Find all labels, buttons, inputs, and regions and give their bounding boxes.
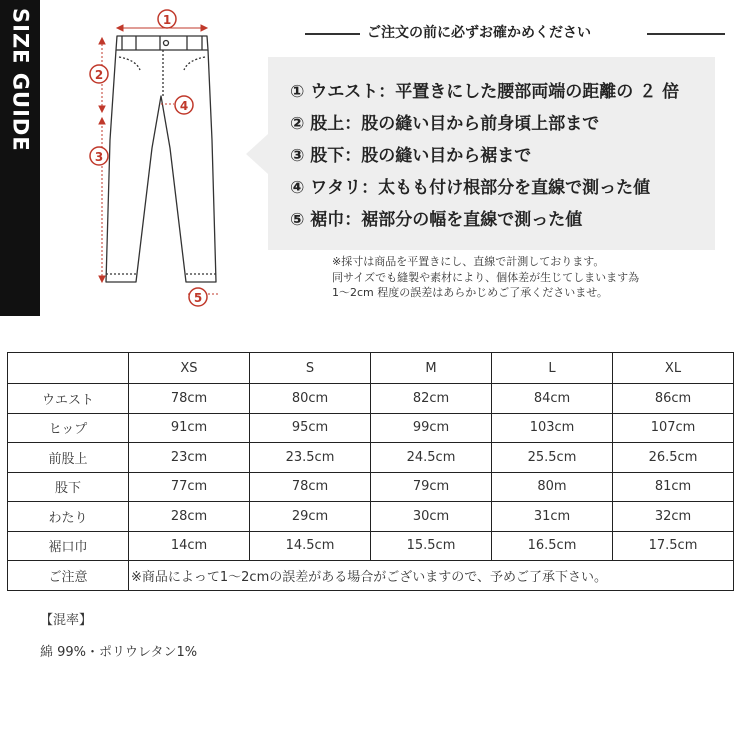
table-cell: 29cm (250, 502, 371, 532)
size-header: M (371, 353, 492, 384)
table-cell: 95cm (250, 413, 371, 443)
pants-outline-icon (106, 36, 216, 282)
table-row (8, 443, 734, 473)
measure-lines (99, 25, 220, 294)
table-note-row (8, 561, 734, 591)
table-cell: 86cm (613, 384, 734, 414)
row-label: ウエスト (8, 384, 129, 414)
svg-text:1: 1 (162, 13, 172, 27)
table-cell: 78cm (250, 472, 371, 502)
table-row (8, 384, 734, 414)
marker-3 (90, 147, 108, 165)
svg-text:3: 3 (94, 150, 104, 164)
table-row (8, 502, 734, 532)
note-label: ご注意 (8, 561, 129, 591)
size-table (7, 352, 734, 591)
definitions-list (290, 76, 679, 236)
table-cell: 99cm (371, 413, 492, 443)
table-cell: 15.5cm (371, 531, 492, 561)
size-guide-label: SIZE GUIDE (8, 8, 33, 152)
table-row (8, 413, 734, 443)
definition-hem: ⑤ 裾巾：裾部分の幅を直線で測った値 (290, 210, 583, 230)
table-cell: 80m (492, 472, 613, 502)
table-row (8, 531, 734, 561)
svg-text:2: 2 (94, 68, 104, 82)
measurement-note (332, 254, 639, 301)
definition-inseam: ③ 股下：股の縫い目から裾まで (290, 146, 532, 166)
definition-thigh: ④ ワタリ：太もも付け根部分を直線で測った値 (290, 178, 651, 198)
marker-4 (175, 96, 193, 114)
definition-waist: ① ウエスト：平置きにした腰部両端の距離の ２ 倍 (290, 82, 680, 102)
note-line: ※採寸は商品を平置きにし、直線で計測しております。 (332, 255, 605, 268)
row-label: ヒップ (8, 413, 129, 443)
table-cell: 81cm (613, 472, 734, 502)
svg-text:4: 4 (179, 99, 189, 113)
table-cell: 14cm (129, 531, 250, 561)
callout-pointer (246, 134, 268, 174)
table-cell: 84cm (492, 384, 613, 414)
table-cell: 77cm (129, 472, 250, 502)
table-cell: 30cm (371, 502, 492, 532)
table-cell: 23.5cm (250, 443, 371, 473)
table-cell: 17.5cm (613, 531, 734, 561)
marker-1 (158, 10, 176, 28)
note-line: 同サイズでも縫製や素材により、個体差が生じてしまいます為 (332, 270, 640, 284)
size-header: XS (129, 353, 250, 384)
table-cell: 79cm (371, 472, 492, 502)
note-text: ※商品によって1〜2cmの誤差がある場合がございますので、予めご了承下さい。 (129, 561, 734, 591)
table-cell: 107cm (613, 413, 734, 443)
marker-2 (90, 65, 108, 83)
row-label: 前股上 (8, 443, 129, 473)
table-cell: 91cm (129, 413, 250, 443)
pants-diagram (70, 0, 270, 316)
table-cell: 23cm (129, 443, 250, 473)
table-cell: 103cm (492, 413, 613, 443)
table-row (8, 472, 734, 502)
definition-rise: ② 股上：股の縫い目から前身頃上部まで (290, 114, 600, 134)
divider (305, 33, 360, 35)
table-cell: 32cm (613, 502, 734, 532)
notice-title: ご注文の前に必ずお確かめください (367, 25, 591, 41)
table-cell: 24.5cm (371, 443, 492, 473)
material-title: 【混率】 (40, 613, 93, 628)
table-cell: 82cm (371, 384, 492, 414)
table-cell: 31cm (492, 502, 613, 532)
table-cell: 16.5cm (492, 531, 613, 561)
svg-text:5: 5 (193, 291, 203, 305)
marker-5 (189, 288, 207, 306)
table-cell: 26.5cm (613, 443, 734, 473)
note-line: 1〜2cm 程度の誤差はあらかじめご了承くださいませ。 (332, 286, 608, 299)
table-corner (8, 353, 129, 384)
table-cell: 25.5cm (492, 443, 613, 473)
notice-header (305, 22, 725, 42)
row-label: わたり (8, 502, 129, 532)
row-label: 股下 (8, 472, 129, 502)
sidebar-banner (0, 0, 40, 316)
size-header: L (492, 353, 613, 384)
table-cell: 78cm (129, 384, 250, 414)
size-header: XL (613, 353, 734, 384)
table-cell: 28cm (129, 502, 250, 532)
table-cell: 80cm (250, 384, 371, 414)
row-label: 裾口巾 (8, 531, 129, 561)
definitions-box (268, 57, 715, 250)
table-header-row (8, 353, 734, 384)
size-header: S (250, 353, 371, 384)
table-cell: 14.5cm (250, 531, 371, 561)
material-composition: 綿 99%・ポリウレタン1% (40, 645, 198, 660)
divider (647, 33, 725, 35)
